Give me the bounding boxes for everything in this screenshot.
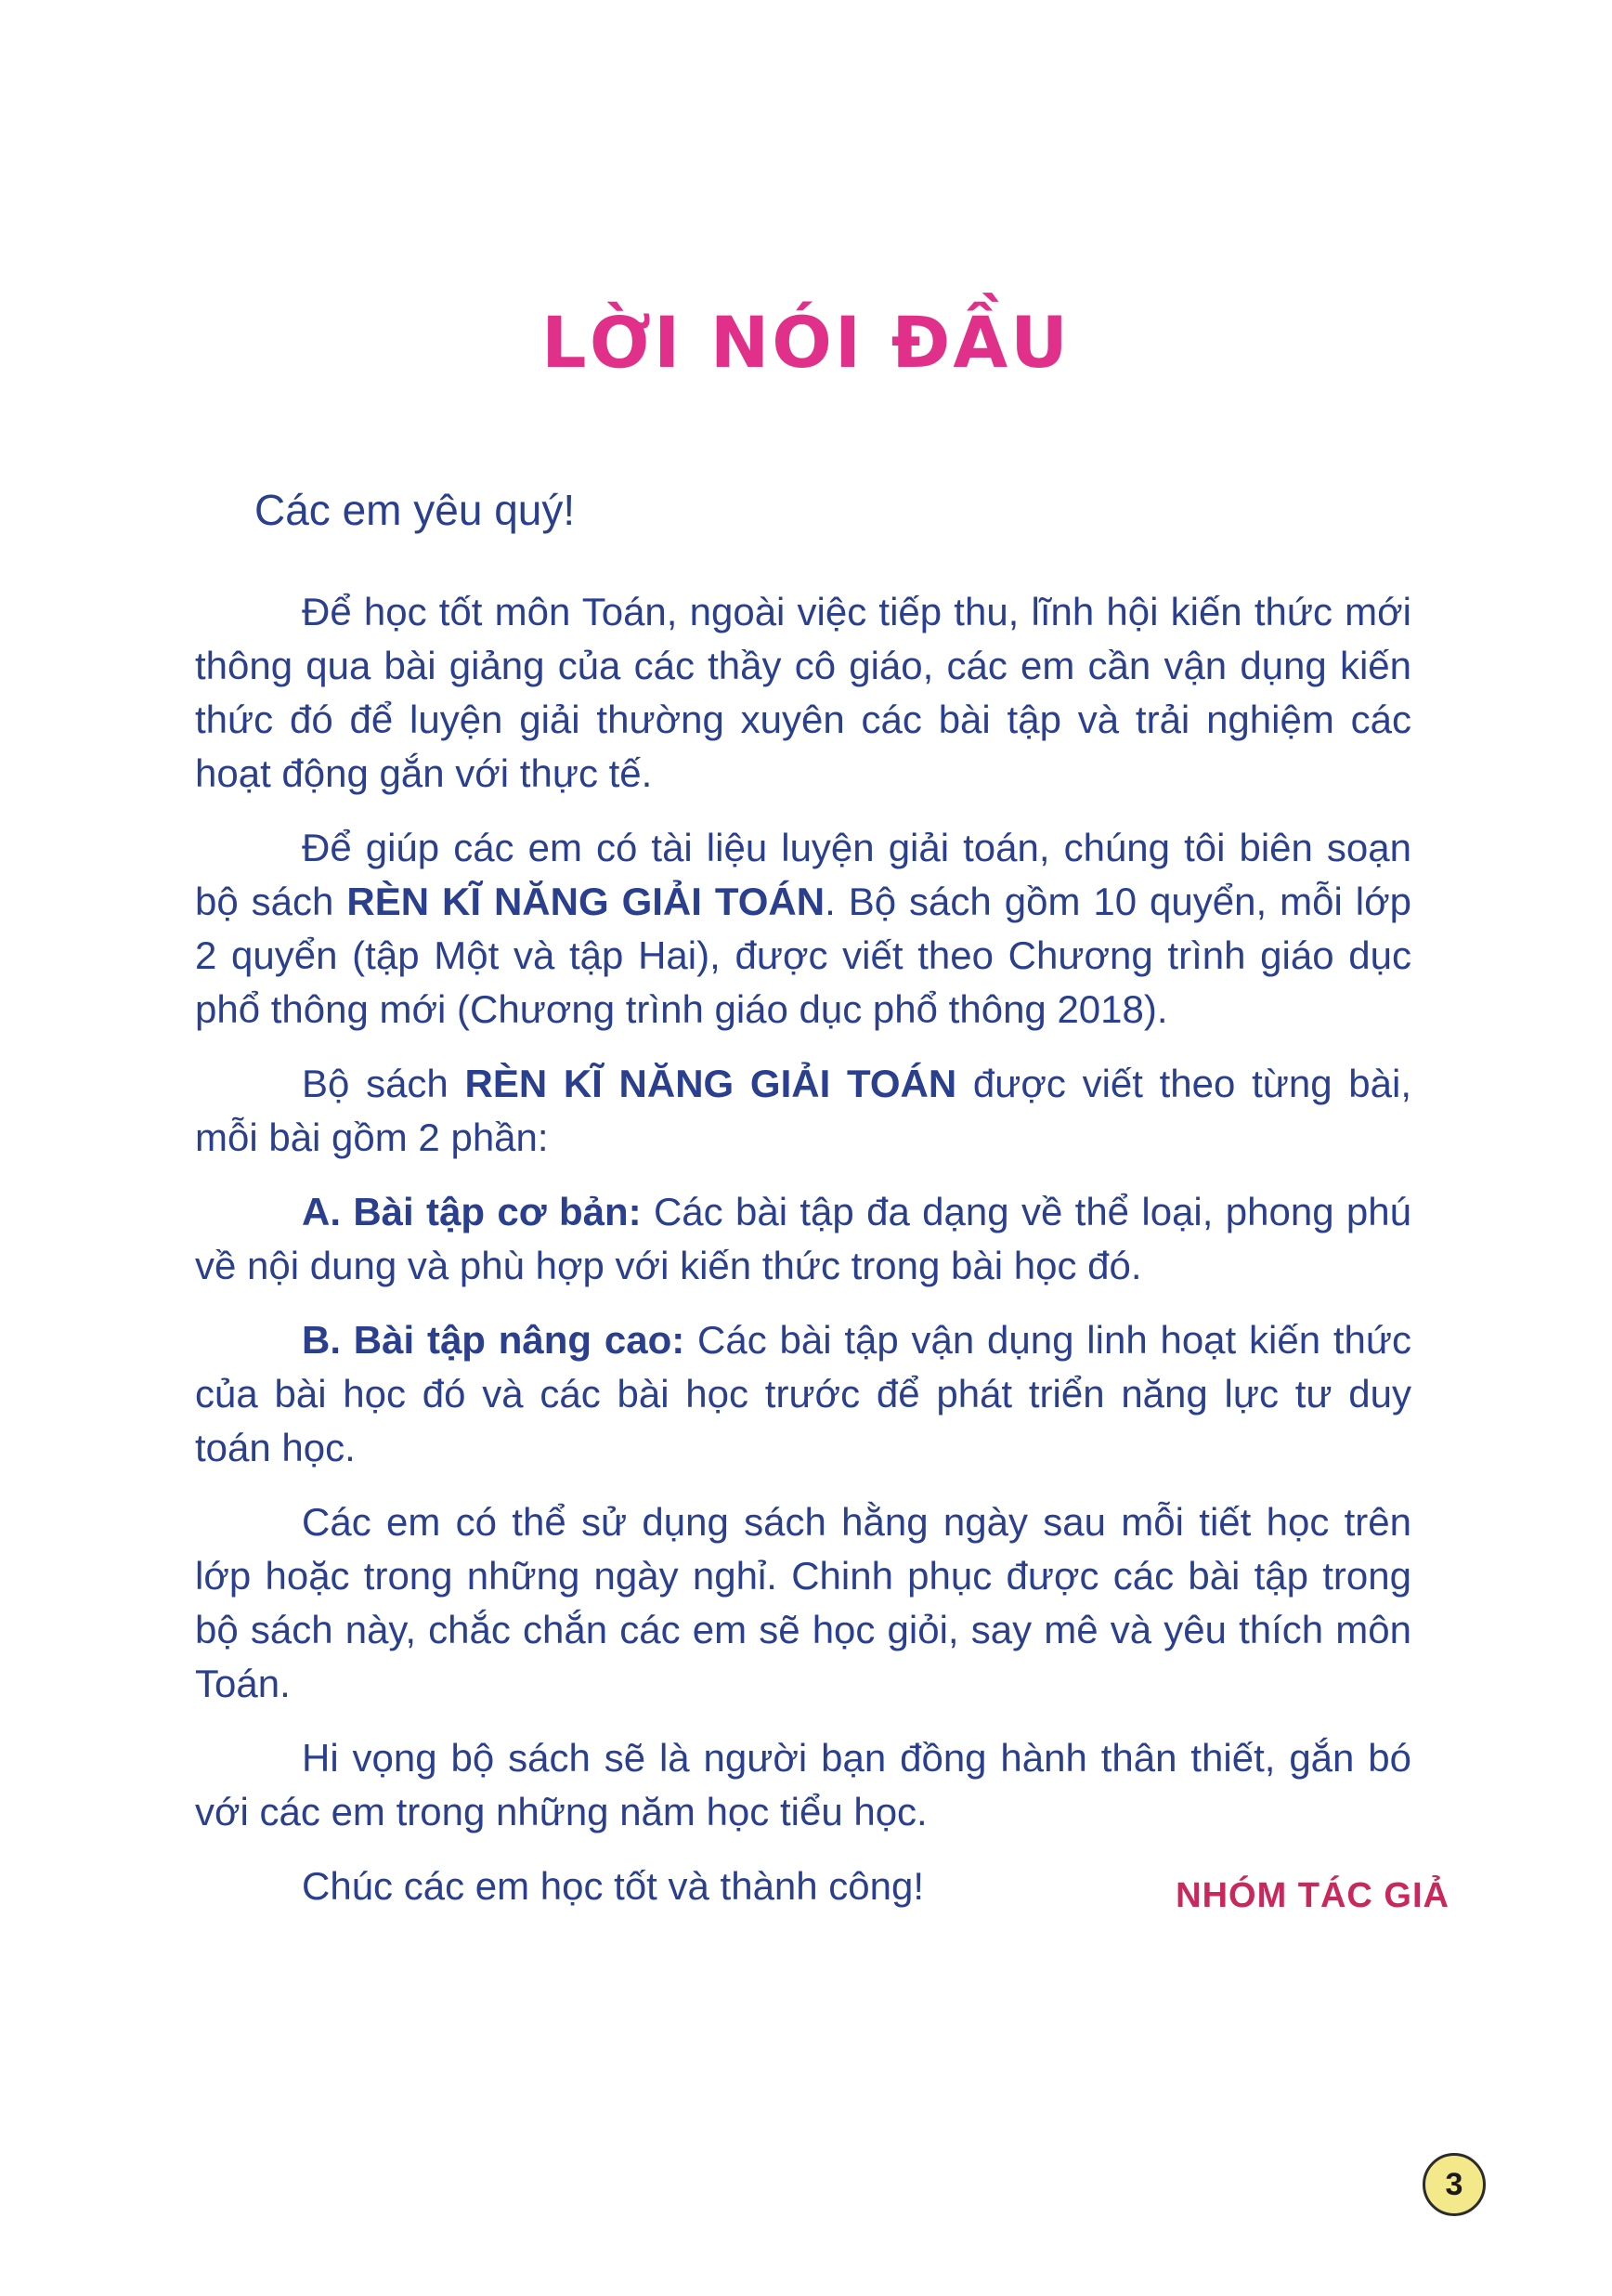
greeting: Các em yêu quý! <box>254 486 576 534</box>
paragraph-3-text-start: Bộ sách <box>302 1062 465 1105</box>
author-signature: NHÓM TÁC GIẢ <box>1176 1876 1450 1915</box>
paragraph-1: Để học tốt môn Toán, ngoài việc tiếp thu, lĩnh hội kiến thức mới thông qua bài giảng của các thầy cô giáo, các em cần vận dụng kiến thức đó để luyện giải thường xuyên các bài tập và trải nghiệm các hoạt động gắn với thực tế. <box>195 590 1411 795</box>
advanced-exercises-text: Các bài tập vận dụng linh hoạt kiến thức của bài học đó và các bài học trước để phát triển năng lực tư duy toán học. <box>195 1318 1412 1469</box>
paragraph-6: Các em có thể sử dụng sách hằng ngày sau mỗi tiết học trên lớp hoặc trong những ngày nghỉ. Chinh phục được các bài tập trong bộ sách này, chắc chắn các em sẽ học giỏi, say mê và yêu thích môn Toán. <box>195 1500 1411 1705</box>
advanced-exercises-heading: B. Bài tập nâng cao: <box>302 1318 685 1362</box>
paragraph-2-text-end: . Bộ sách gồm 10 quyển, mỗi lớp 2 quyển (tập Một và tập Hai), được viết theo Chương trình giáo dục phổ thông mới (Chương trình giáo dục phổ thông 2018). <box>195 880 1411 1031</box>
book-series-name-repeat: RÈN KĨ NĂNG GIẢI TOÁN <box>464 1062 957 1105</box>
basic-exercises-text: Các bài tập đa dạng về thể loại, phong phú về nội dung và phù hợp với kiến thức trong bài học đó. <box>195 1190 1411 1287</box>
paragraph-basic-exercises <box>195 1185 1411 1293</box>
paragraph-advanced-exercises <box>195 1313 1411 1475</box>
paragraph-7: Hi vọng bộ sách sẽ là người bạn đồng hành thân thiết, gắn bó với các em trong những năm học tiểu học. <box>195 1736 1411 1833</box>
paragraph-2-text-start: Để giúp các em có tài liệu luyện giải toán, chúng tôi biên soạn bộ sách <box>195 826 1411 923</box>
paragraph-2 <box>195 821 1411 1037</box>
closing-line: Chúc các em học tốt và thành công! <box>302 1864 925 1908</box>
paragraph-3-text-end: được viết theo từng bài, mỗi bài gồm 2 phần: <box>195 1062 1411 1159</box>
paragraph-3 <box>195 1057 1411 1165</box>
page-title: LỜI NÓI ĐẦU <box>541 300 1071 384</box>
preface-body <box>195 483 1411 1913</box>
basic-exercises-heading: A. Bài tập cơ bản: <box>302 1190 642 1233</box>
book-series-name: RÈN KĨ NĂNG GIẢI TOÁN <box>346 880 826 923</box>
page-number-badge: 3 <box>1423 2153 1486 2216</box>
